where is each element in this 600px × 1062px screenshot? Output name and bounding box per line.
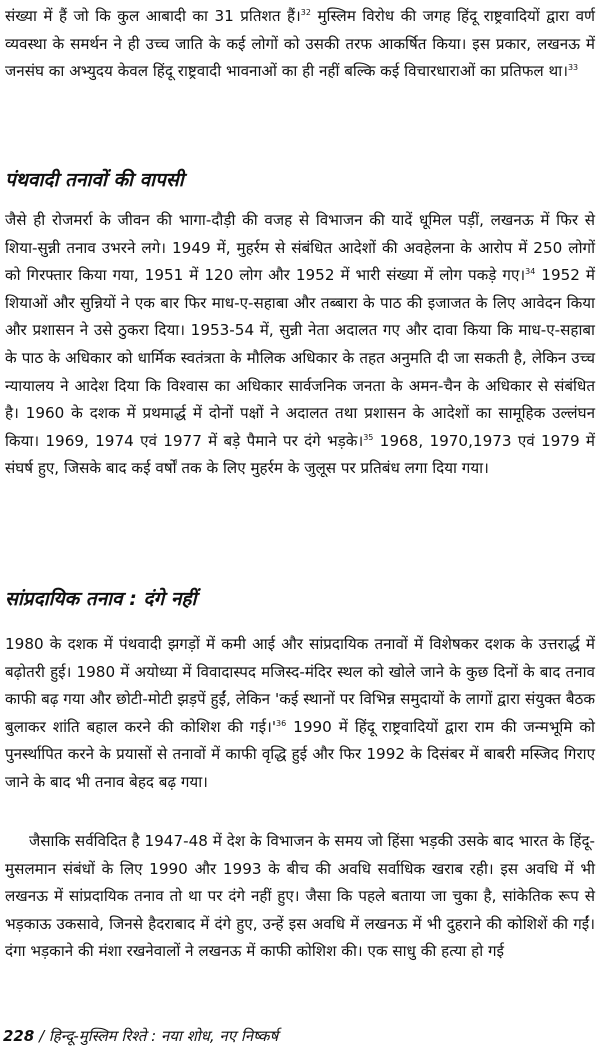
sectarian-text-3: 1968, 1970,1973 एवं 1979 में संघर्ष हुए, जिसके बाद कई वर्षों तक के लिए मुहर्रम के जुलूस पर प्रतिबंध लगा दिया गया।: [5, 431, 595, 478]
sectarian-text-1: जैसे ही रोजमर्रा के जीवन की भागा-दौड़ी की वजह से विभाजन की यादें धूमिल पड़ीं, लखनऊ में फिर से शिया-सुन्नी तनाव उभरने लगे। 1949 में, मुहर्रम से संबंधित आदेशों की अवहेलना के आरोप में 250 लोगों को गिरफ्तार किया गया, 1951 में 120 लोग और 1952 में भारी संख्या में लोग पकड़े गए।: [5, 211, 595, 285]
footnote-ref-33: 33: [567, 63, 579, 73]
book-page: [5, 0, 595, 1062]
communal-paragraph-1: [5, 631, 595, 797]
book-title: हिन्दू-मुस्लिम रिश्ते : नया शोध, नए निष्कर्ष: [48, 1027, 279, 1045]
intro-text-1: संख्या में हैं जो कि कुल आबादी का 31 प्रतिशत हैं।: [5, 7, 301, 25]
section-heading-sectarian-tensions: पंथवादी तनावों की वापसी: [5, 169, 184, 191]
footnote-ref-35: 35: [363, 432, 374, 442]
sectarian-text-2: 1952 में शियाओं और सुन्नियों ने एक बार फिर माध-ए-सहाबा और तब्बारा के पाठ की इजाजत के लिए आवेदन किया और प्रशासन ने उसे ठुकरा दिया। 1953-54 में, सुन्नी नेता अदालत गए और दावा किया कि माध-ए-सहाबा के पाठ के अधिकार को धार्मिक स्वतंत्रता के मौलिक अधिकार के तहत अनुमति दी जा सकती है, लेकिन उच्च न्यायालय ने आदेश दिया कि विश्वास का अधिकार सार्वजनिक जनता के अमन-चैन के अधिकार से संबंधित है। 1960 के दशक में प्रथमार्द्ध में दोनों पक्षों ने अदालत तथा प्रशासन के आदेशों का सामूहिक उल्लंघन किया। 1969, 1974 एवं 1977 में बड़े पैमाने पर दंगे भड़के।: [5, 266, 595, 450]
footer-separator: /: [34, 1027, 49, 1045]
footnote-ref-34: 34: [525, 267, 536, 277]
intro-paragraph: [5, 3, 595, 86]
section-heading-communal-tension: सांप्रदायिक तनाव : दंगे नहीं: [5, 588, 197, 610]
page-footer: [3, 1024, 278, 1048]
communal-text-2: 1990 में हिंदू राष्ट्रवादियों द्वारा राम की जन्मभूमि को पुनर्स्थापित करने के प्रयासों से तनावों में काफी वृद्धि हुई और फिर 1992 के दिसंबर में बाबरी मस्जिद गिराए जाने के बाद भी तनाव बेहद बढ़ गया।: [5, 717, 595, 791]
sectarian-paragraph: [5, 207, 595, 483]
footnote-ref-32: 32: [300, 7, 311, 17]
communal-paragraph-2: जैसाकि सर्वविदित है 1947-48 में देश के विभाजन के समय जो हिंसा भड़की उसके बाद भारत के हिंदू-मुसलमान संबंधों के लिए 1990 और 1993 के बीच की अवधि सर्वाधिक खराब रही। इस अवधि में भी लखनऊ में सांप्रदायिक तनाव तो था पर दंगे नहीं हुए। जैसा कि पहले बताया जा चुका है, सांकेतिक रूप से भड़काऊ उकसावे, जिनसे हैदराबाद में दंगे हुए, उन्हें इस अवधि में लखनऊ में भी दुहराने की कोशिशें की गईं। दंगा भड़काने की मंशा रखनेवालों ने लखनऊ में काफी कोशिश की। एक साधु की हत्या हो गई: [5, 832, 595, 961]
communal-text-1: 1980 के दशक में पंथवादी झगड़ों में कमी आई और सांप्रदायिक तनावों में विशेषकर दशक के उत्तरार्द्ध में बढ़ोतरी हुई। 1980 में अयोध्या में विवादास्पद मजिस्द-मंदिर स्थल को खोले जाने के कुछ दिनों के बाद तनाव काफी बढ़ गया और छोटी-मोटी झड़पें हुईं, लेकिन 'कई स्थानों पर विभिन्न समुदायों के लागों द्वारा संयुक्त बैठक बुलाकर शांति बहाल करने की कोशिश की गई।': [5, 635, 595, 736]
intro-text-2: मुस्लिम विरोध की जगह हिंदू राष्ट्रवादियों द्वारा वर्ण व्यवस्था के समर्थन ने ही उच्च जाति के कई लोगों को उसकी तरफ आकर्षित किया। इस प्रकार, लखनऊ में जनसंघ का अभ्युदय केवल हिंदू राष्ट्रवादी भावनाओं का ही नहीं बल्कि कई विचारधाराओं का प्रतिफल था।: [5, 7, 595, 81]
page-number: 228: [3, 1027, 35, 1045]
footnote-ref-36: 36: [276, 718, 287, 728]
